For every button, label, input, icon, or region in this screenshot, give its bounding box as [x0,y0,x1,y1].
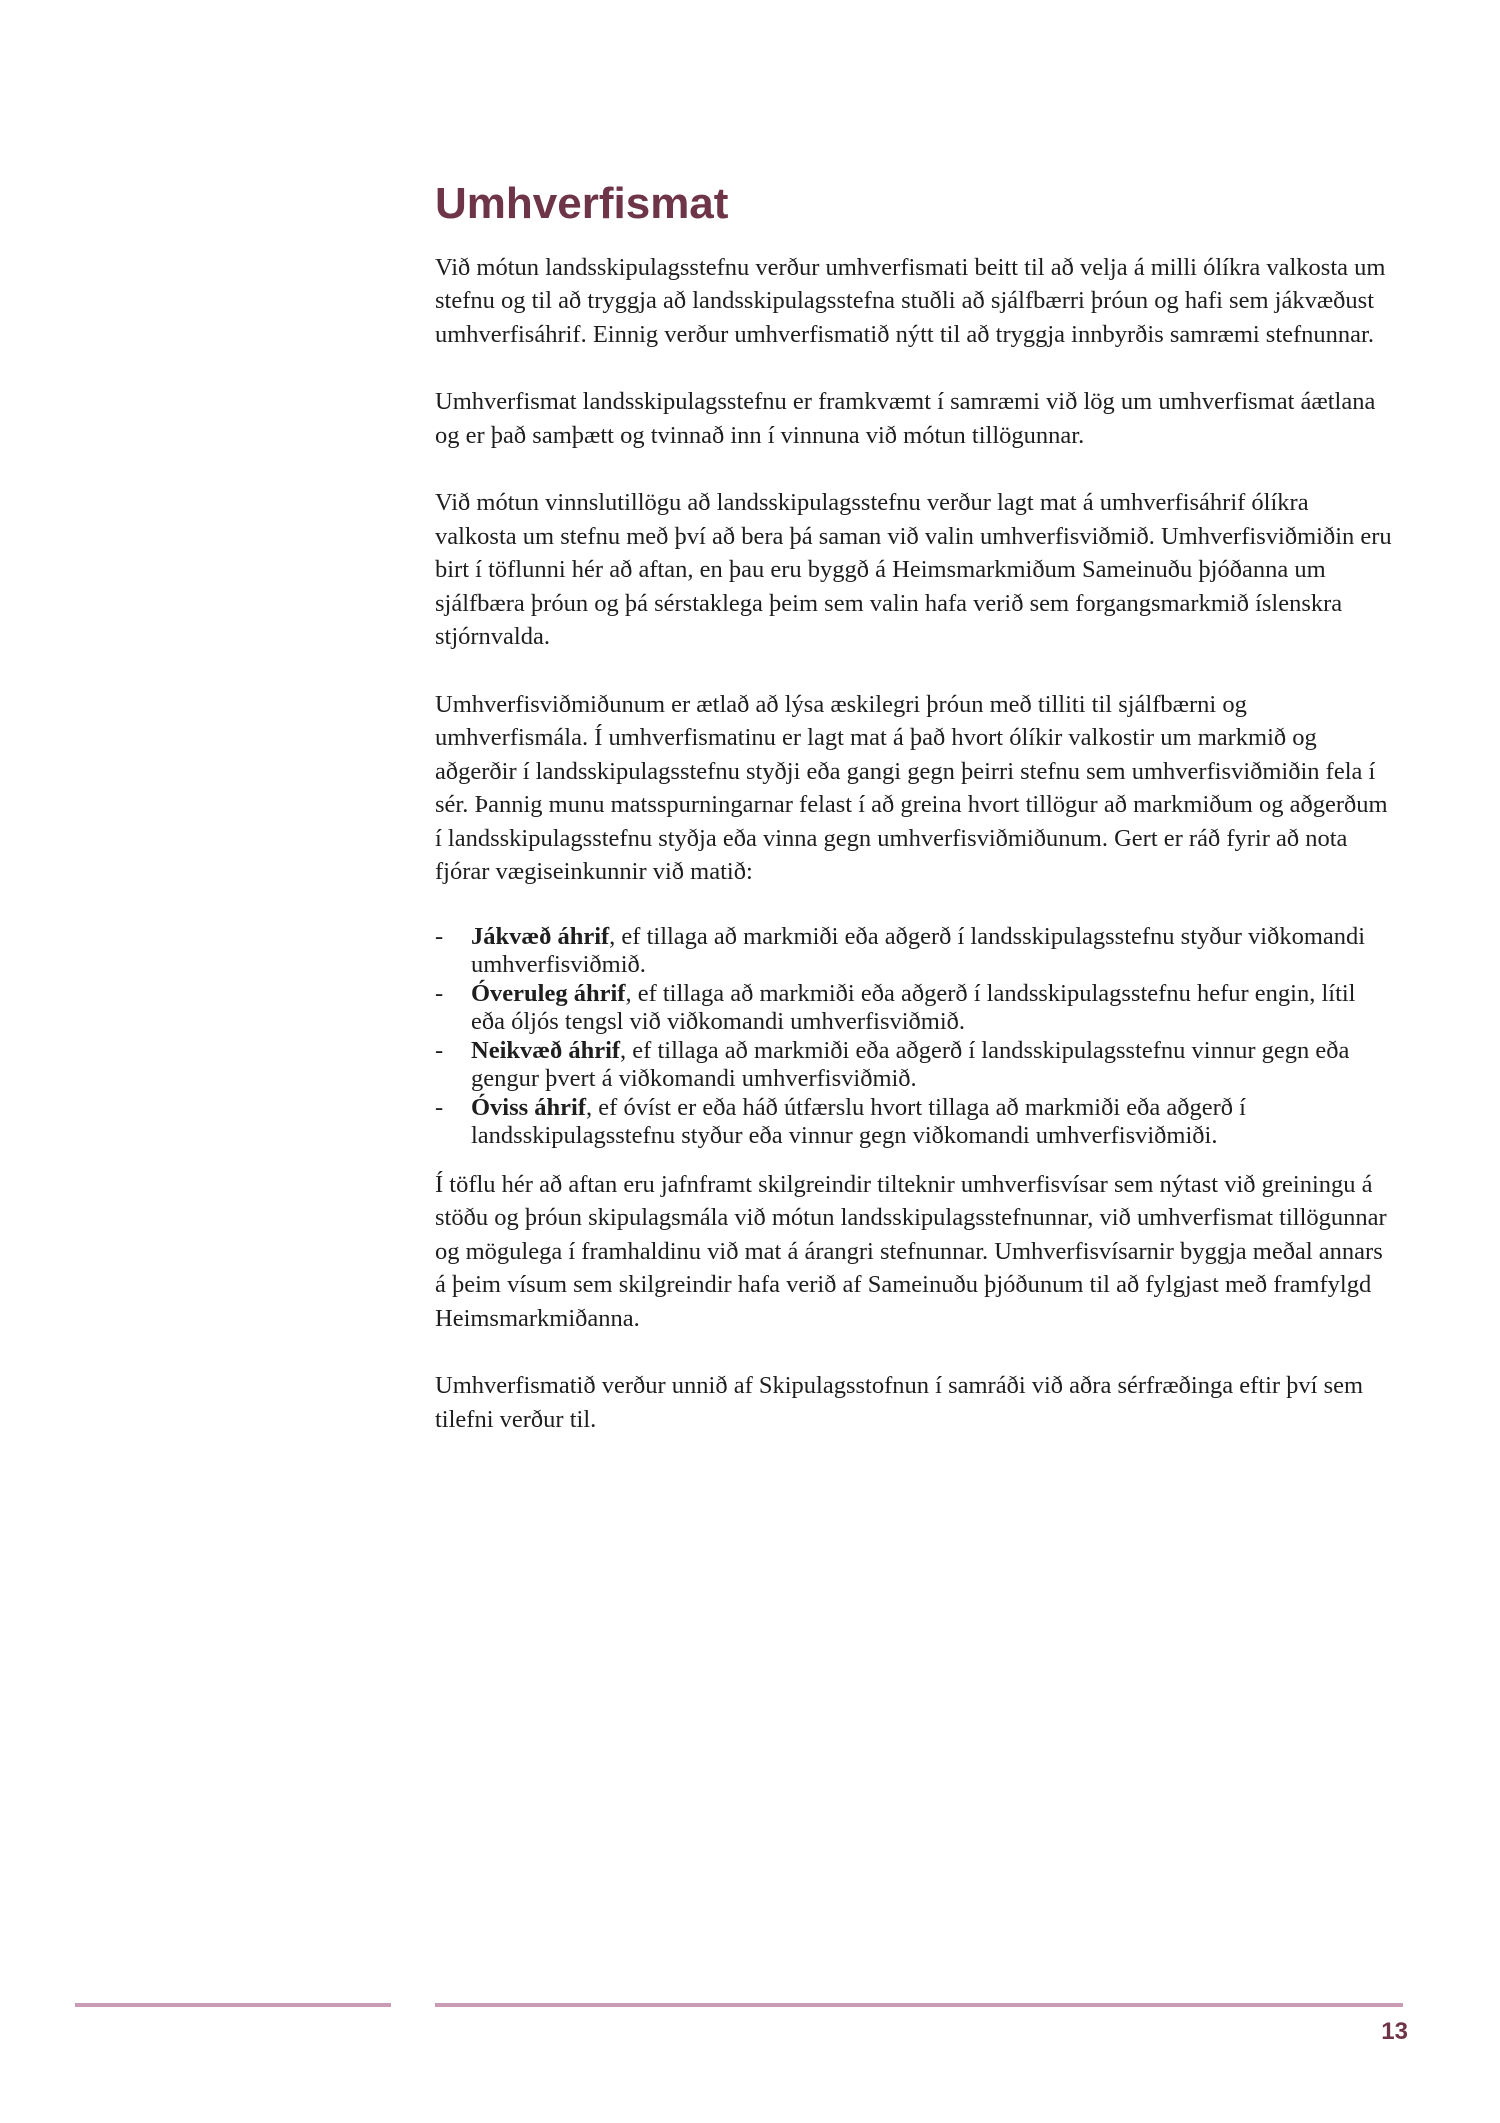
list-text: , ef tillaga að markmiði eða aðgerð í landsskipulagsstefnu hefur engin, lítil eða óljós tengsl við viðkomandi umhverfisviðmið. [471,979,1356,1035]
footer-rule-right [435,2003,1403,2007]
list-term: Óveruleg áhrif [471,979,626,1007]
list-item-positive [435,923,1395,979]
list-item-insignificant [435,980,1395,1036]
paragraph-6: Umhverfismatið verður unnið af Skipulagsstofnun í samráði við aðra sérfræðinga eftir því sem tilefni verður til. [435,1372,1364,1433]
page-number: 13 [1381,2018,1408,2045]
list-dash: - [435,922,444,950]
paragraph-3: Við mótun vinnslutillögu að landsskipulagsstefnu verður lagt mat á umhverfisáhrif ólíkra valkosta um stefnu með því að bera þá saman við valin umhverfisviðmið. Umhverfisviðmiðin eru birt í töflunni hér að aftan, en þau eru byggð á Heimsmarkmiðum Sameinuðu þjóðanna um sjálfbæra þróun og þá sérstaklega þeim sem valin hafa verið sem forgangsmarkmið íslenskra stjórnvalda. [435,489,1392,651]
list-dash: - [435,1093,444,1121]
list-term: Jákvæð áhrif [471,922,610,950]
paragraph-4: Umhverfisviðmiðunum er ætlað að lýsa æskilegri þróun með tilliti til sjálfbærni og umhverfismála. Í umhverfismatinu er lagt mat á það hvort ólíkir valkostir um markmið og aðgerðir í landsskipulagsstefnu styðji eða gangi gegn þeirri stefnu sem umhverfisviðmiðin fela í sér. Þannig munu matsspurningarnar felast í að greina hvort tillögur að markmiðum og aðgerðum í landsskipulagsstefnu styðja eða vinna gegn umhverfisviðmiðunum. Gert er ráð fyrir að nota fjórar vægiseinkunnir við matið: [435,690,1388,886]
footer-rule-left [75,2003,391,2007]
paragraph-1: Við mótun landsskipulagsstefnu verður umhverfismati beitt til að velja á milli ólíkra valkosta um stefnu og til að tryggja að landsskipulagsstefna stuðli að sjálfbærri þróun og hafi sem jákvæðust umhverfisáhrif. Einnig verður umhverfismatið nýtt til að tryggja innbyrðis samræmi stefnunnar. [435,253,1386,348]
page-title: Umhverfismat [435,179,729,228]
list-item-uncertain [435,1094,1395,1150]
impact-rating-list [435,923,1395,1150]
list-dash: - [435,1036,444,1064]
page-content [435,178,1395,1470]
list-item-negative [435,1037,1395,1093]
paragraph-5: Í töflu hér að aftan eru jafnframt skilgreindir tilteknir umhverfisvísar sem nýtast við greiningu á stöðu og þróun skipulagsmála við mótun landsskipulagsstefnunnar, við umhverfismat tillögunnar og mögulega í framhaldinu við mat á árangri stefnunnar. Umhverfisvísarnir byggja meðal annars á þeim vísum sem skilgreindir hafa verið af Sameinuðu þjóðunum til að fylgjast með framfylgd Heimsmarkmiðanna. [435,1170,1387,1332]
paragraph-2: Umhverfismat landsskipulagsstefnu er framkvæmt í samræmi við lög um umhverfismat áætlana og er það samþætt og tvinnað inn í vinnuna við mótun tillögunnar. [435,388,1376,449]
list-text: , ef óvíst er eða háð útfærslu hvort tillaga að markmiði eða aðgerð í landsskipulagsstefnu styður eða vinnur gegn viðkomandi umhverfisviðmiði. [471,1093,1246,1149]
list-term: Neikvæð áhrif [471,1036,621,1064]
list-text: , ef tillaga að markmiði eða aðgerð í landsskipulagsstefnu vinnur gegn eða gengur þvert á viðkomandi umhverfisviðmið. [471,1036,1350,1092]
list-dash: - [435,979,444,1007]
list-term: Óviss áhrif [471,1093,587,1121]
list-text: , ef tillaga að markmiði eða aðgerð í landsskipulagsstefnu styður viðkomandi umhverfisviðmið. [471,922,1366,978]
